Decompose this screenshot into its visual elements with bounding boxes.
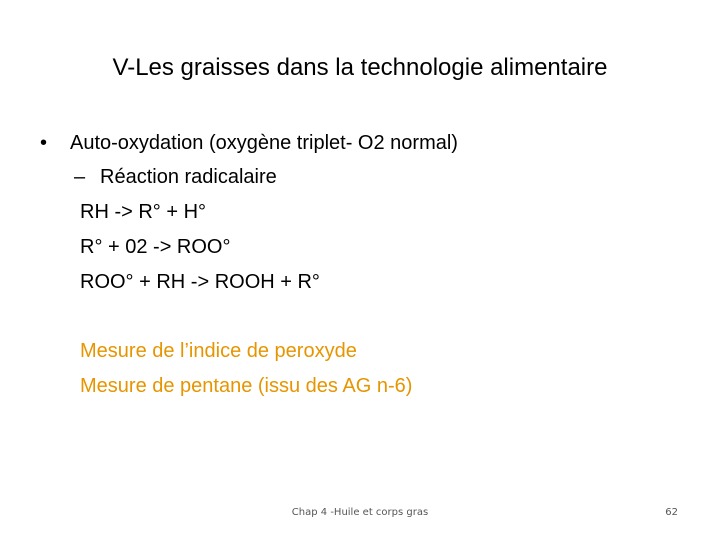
slide-title: V-Les graisses dans la technologie alimentaire (112, 54, 608, 81)
sub-bullet-dash: – (74, 166, 86, 188)
measure-line: Mesure de l’indice de peroxyde (80, 340, 357, 362)
measure-line: Mesure de pentane (issu des AG n-6) (80, 375, 413, 397)
reaction-line: RH -> R° + H° (80, 201, 207, 223)
reaction-line: R° + 02 -> ROO° (80, 236, 231, 258)
bullet-symbol: • (40, 132, 48, 154)
sub-bullet-item (74, 162, 277, 192)
page-number: 62 (665, 507, 678, 518)
footer-chapter-label: Chap 4 -Huile et corps gras (291, 507, 429, 518)
reaction-line: ROO° + RH -> ROOH + R° (80, 271, 320, 293)
bullet-text: Auto-oxydation (oxygène triplet- O2 normal) (70, 132, 458, 154)
sub-bullet-text: Réaction radicalaire (100, 166, 277, 188)
bullet-item (40, 128, 458, 158)
